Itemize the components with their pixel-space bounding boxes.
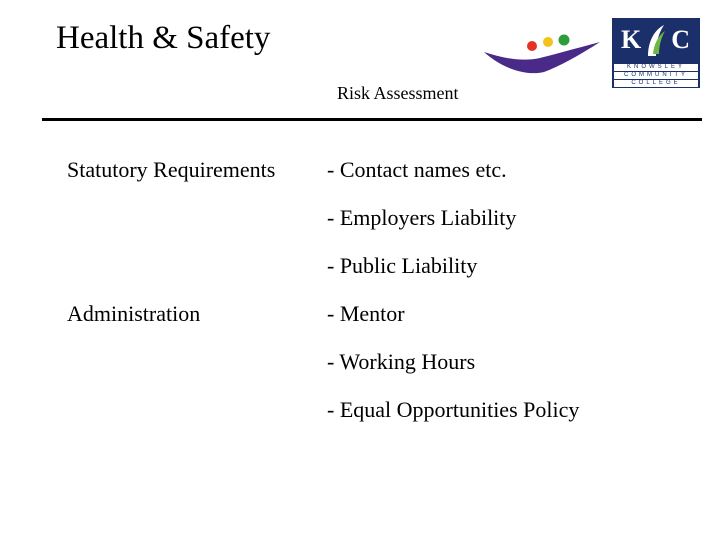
list-item: - Mentor — [327, 301, 405, 326]
slide-subtitle: Risk Assessment — [337, 83, 459, 103]
leaf-swirl-icon — [644, 22, 668, 60]
logo-bands — [612, 62, 700, 88]
list-item: - Working Hours — [327, 349, 476, 374]
logo-band-2: COMMUNITY — [614, 72, 698, 79]
list-item: - Employers Liability — [327, 205, 517, 230]
logo-band-1: KNOWSLEY — [614, 64, 698, 71]
list-item: - Equal Opportunities Policy — [327, 397, 580, 422]
bird-logo-icon — [482, 28, 604, 80]
slide-title: Health & Safety — [56, 20, 271, 56]
logo-letter-k: K — [621, 25, 642, 54]
section-label-statutory: Statutory Requirements — [67, 157, 276, 182]
list-item: - Contact names etc. — [327, 157, 507, 182]
logo-band-3: COLLEGE — [614, 80, 698, 87]
logo-letter-c: C — [671, 25, 690, 54]
list-item: - Public Liability — [327, 253, 478, 278]
header-divider — [42, 118, 702, 121]
section-label-administration: Administration — [67, 301, 201, 326]
college-logo — [612, 18, 700, 88]
